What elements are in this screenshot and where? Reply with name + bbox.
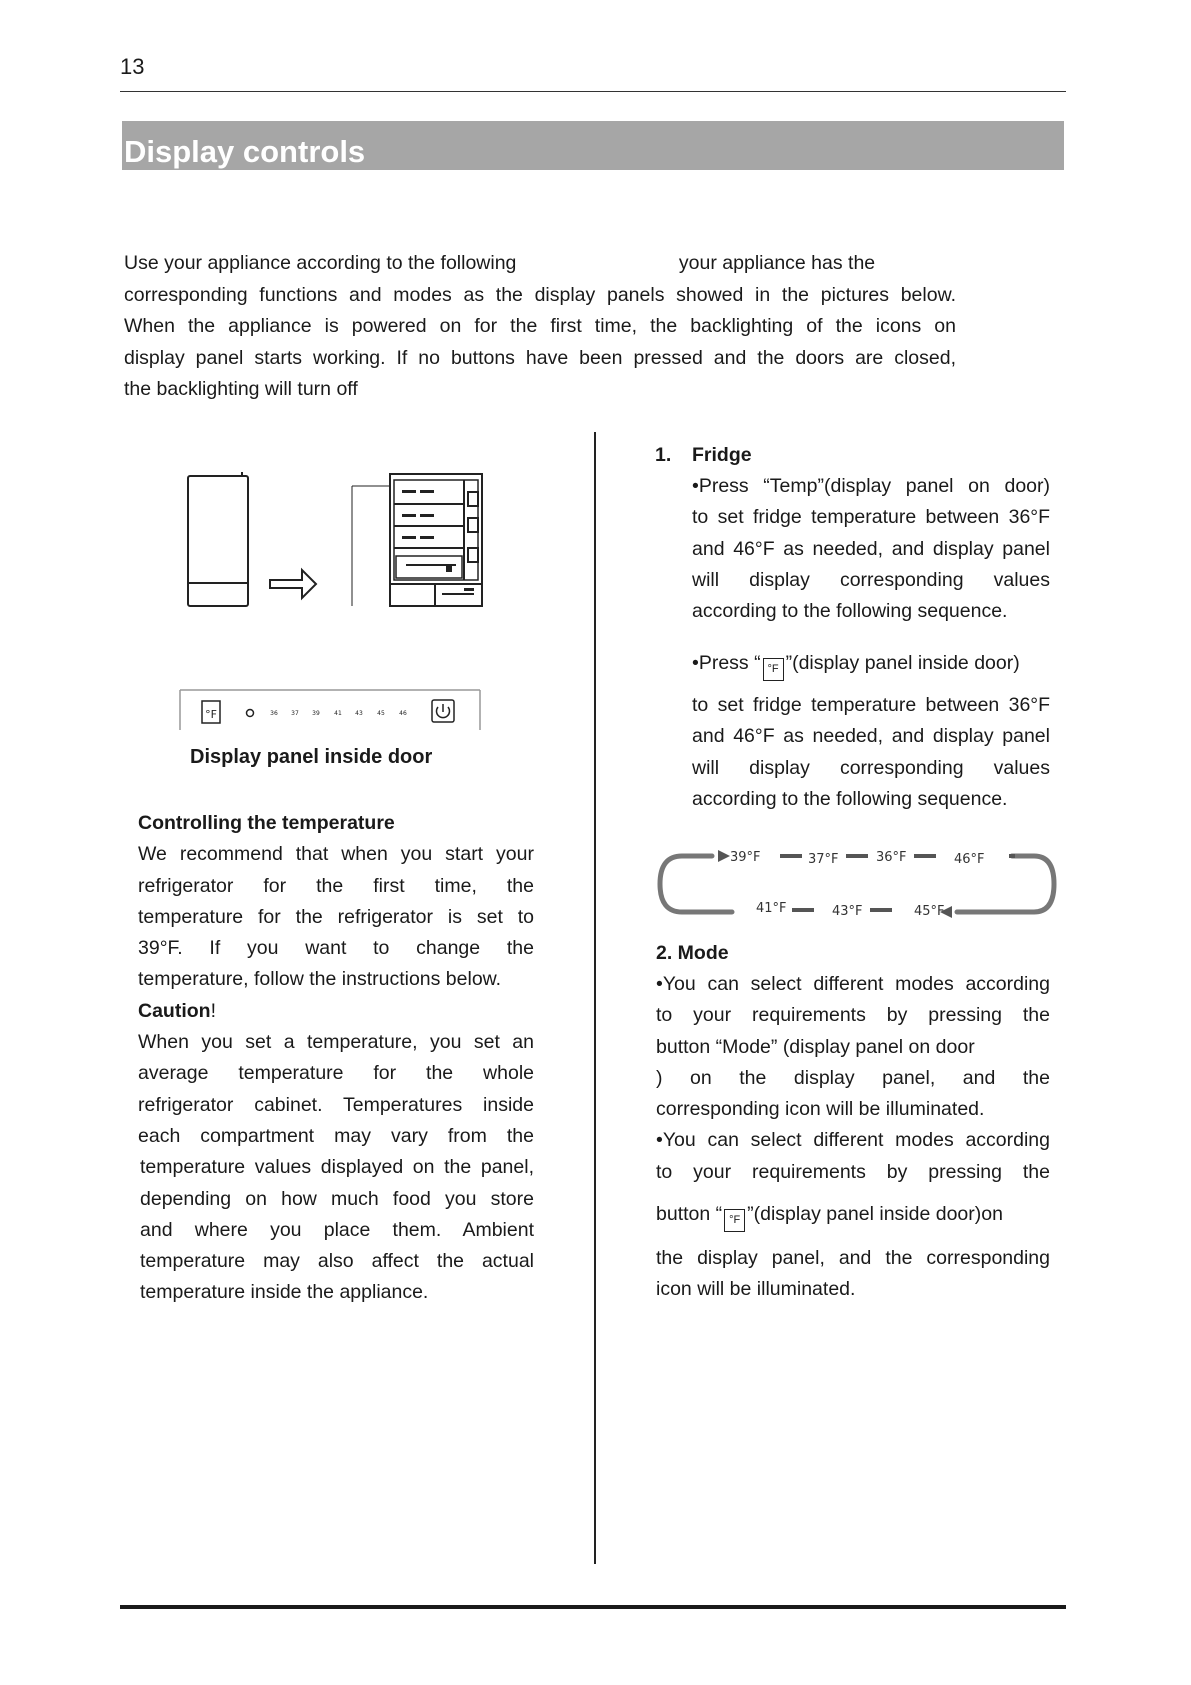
body-line: corresponding icon will be illuminated.	[656, 1098, 985, 1121]
seq-bottom-1: 41°F	[756, 901, 787, 916]
fahrenheit-icon: °F	[763, 658, 784, 681]
press-icon-line	[692, 648, 1050, 681]
body-line: •You can select different modes according	[656, 973, 1050, 995]
caution-text: Caution	[138, 999, 211, 1022]
seq-top-1: 39°F	[730, 850, 761, 865]
body-line: ) on the display panel, and the	[656, 1066, 1050, 1089]
seq-bottom-2: 43°F	[832, 904, 863, 919]
caution-label	[138, 996, 534, 1027]
fridge-title: Fridge	[692, 444, 752, 466]
svg-text:46: 46	[399, 710, 407, 717]
body-line: and 46°F as needed, and display panel	[692, 725, 1050, 748]
body-line: •Press “Temp”(display panel on door)	[692, 475, 1050, 497]
temperature-section	[138, 808, 534, 1309]
svg-text:36: 36	[270, 710, 278, 717]
svg-text:°F: °F	[205, 708, 217, 721]
display-panel-illustration	[176, 686, 484, 738]
body-line: and where you place them. Ambient	[140, 1218, 534, 1241]
figure-caption: Display panel inside door	[190, 746, 433, 768]
body-line: refrigerator for the first time, the	[138, 874, 534, 897]
body-line: temperature, follow the instructions below.	[138, 968, 502, 991]
mode-instructions	[656, 969, 1050, 1306]
svg-text:37: 37	[291, 710, 299, 717]
body-line: 39°F. If you want to change the	[138, 937, 534, 960]
seq-top-2: 37°F	[808, 852, 839, 867]
body-line: average temperature for the whole	[138, 1062, 534, 1085]
body-line: refrigerator cabinet. Temperatures inside	[138, 1093, 534, 1116]
intro-line: When the appliance is powered on for the first time, the backlighting of the icons on	[124, 315, 956, 337]
section-heading: Controlling the temperature	[138, 812, 395, 834]
svg-text:41: 41	[334, 710, 342, 717]
body-line: temperature for the refrigerator is set to	[138, 905, 534, 928]
seq-top-4: 46°F	[954, 852, 985, 867]
svg-text:39: 39	[312, 710, 320, 717]
button-suffix: ”(display panel inside door)on	[747, 1203, 1003, 1226]
body-line: When you set a temperature, you set an	[138, 1031, 534, 1054]
fahrenheit-icon: °F	[724, 1209, 745, 1232]
body-line: button “Mode” (display panel on door	[656, 1035, 975, 1058]
intro-line: the backlighting will turn off	[124, 378, 358, 400]
button-prefix: button “	[656, 1203, 723, 1226]
intro-line: corresponding functions and modes as the display panels showed in the pictures below.	[124, 283, 956, 306]
intro-line: Use your appliance according to the following your appliance has the	[124, 252, 876, 274]
body-line: depending on how much food you store	[140, 1187, 534, 1210]
intro-paragraph	[124, 248, 956, 406]
body-line: icon will be illuminated.	[656, 1278, 856, 1301]
body-line: We recommend that when you start your	[138, 843, 534, 866]
page-number: 13	[120, 54, 145, 79]
body-line: to set fridge temperature between 36°F	[692, 694, 1050, 716]
body-line: will display corresponding values	[692, 756, 1050, 779]
mode-button-line	[656, 1199, 1050, 1232]
fridge-instructions-inside	[692, 690, 1050, 815]
fridge-illustration	[180, 468, 490, 618]
seq-bottom-3: 45°F	[914, 904, 945, 919]
seq-top-3: 36°F	[876, 850, 907, 865]
top-rule	[120, 91, 1066, 92]
svg-text:45: 45	[377, 710, 385, 717]
body-line: and 46°F as needed, and display panel	[692, 537, 1050, 560]
body-line: according to the following sequence.	[692, 787, 1008, 810]
body-line: will display corresponding values	[692, 568, 1050, 591]
bottom-rule	[120, 1605, 1066, 1609]
caution-mark: !	[210, 999, 216, 1022]
body-line: to set fridge temperature between 36°F	[692, 506, 1050, 529]
press-prefix: •Press “	[692, 652, 761, 674]
fridge-heading	[655, 440, 752, 471]
body-line: each compartment may vary from the	[138, 1124, 534, 1147]
body-line: the display panel, and the corresponding	[656, 1247, 1050, 1270]
body-line: temperature values displayed on the panel,	[140, 1156, 534, 1179]
body-line: temperature inside the appliance.	[140, 1281, 429, 1304]
intro-line: display panel starts working. If no buttons have been pressed and the doors are closed,	[124, 346, 956, 369]
body-line: •You can select different modes according	[656, 1129, 1050, 1152]
column-divider	[594, 432, 596, 1564]
temperature-sequence-diagram	[652, 848, 1062, 920]
svg-text:43: 43	[355, 710, 363, 717]
body-line: temperature may also affect the actual	[140, 1250, 534, 1273]
press-suffix: ”(display panel inside door)	[785, 652, 1020, 674]
body-line: to your requirements by pressing the	[656, 1160, 1050, 1183]
body-line: according to the following sequence.	[692, 600, 1008, 623]
section-title: Display controls	[124, 134, 366, 169]
fridge-number: 1.	[655, 444, 672, 466]
mode-heading: 2. Mode	[656, 942, 729, 964]
fridge-instructions-door	[692, 471, 1050, 627]
body-line: to your requirements by pressing the	[656, 1004, 1050, 1027]
